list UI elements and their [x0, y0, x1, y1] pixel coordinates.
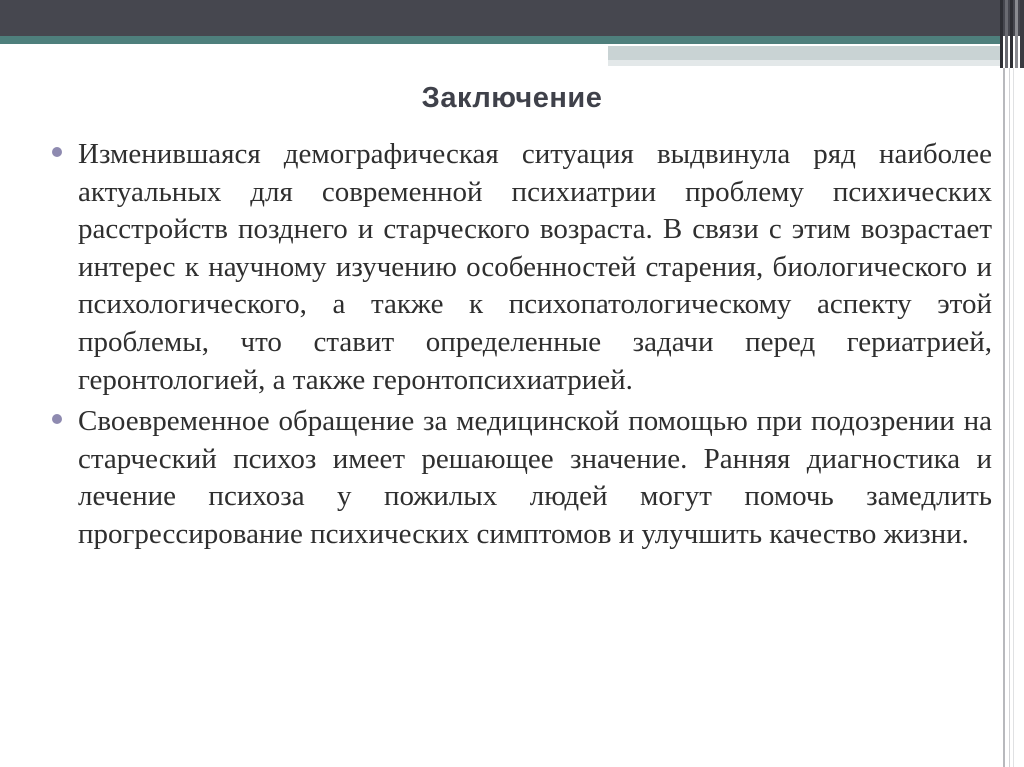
page-edge-line — [1013, 68, 1014, 767]
header-stripe-2 — [1005, 0, 1008, 68]
bullet-dot-icon — [52, 414, 62, 424]
slide-title: Заключение — [421, 82, 603, 114]
header-stripe-3 — [1010, 0, 1013, 68]
header-stripe-4 — [1015, 0, 1018, 68]
bullet-dot-icon — [52, 147, 62, 157]
bullet-text: Своевременное обращение за медицинской помощью при подозрении на старческий психоз имеет решающее значение. Ранняя диагностика и лечение психоза у пожилых людей могут помочь замедлить прогрессирование психических симптомов и улучшить качество жизни. — [78, 405, 992, 550]
header-stripe-1 — [1000, 0, 1003, 68]
list-item — [48, 403, 992, 553]
page-edge-line — [1009, 68, 1010, 767]
header-band-light — [608, 46, 1000, 60]
page-edge-line — [1003, 68, 1005, 767]
header-band-light-lower — [608, 60, 1000, 66]
header-stripe-5 — [1020, 0, 1024, 68]
header-band-dark — [0, 0, 1024, 36]
bullet-text: Изменившаяся демографическая ситуация выдвинула ряд наиболее актуальных для современной психиатрии проблему психических расстройств позднего и старческого возраста. В связи с этим возрастает интерес к научному изучению особенностей старения, биологического и психологического, а также к психопатологическому аспекту этой проблемы, что ставит определенные задачи перед гериатрией, геронтологией, а также геронтопсихиатрией. — [78, 138, 992, 396]
bullet-list — [48, 136, 992, 558]
header-band-teal — [0, 36, 1000, 44]
list-item — [48, 136, 992, 399]
